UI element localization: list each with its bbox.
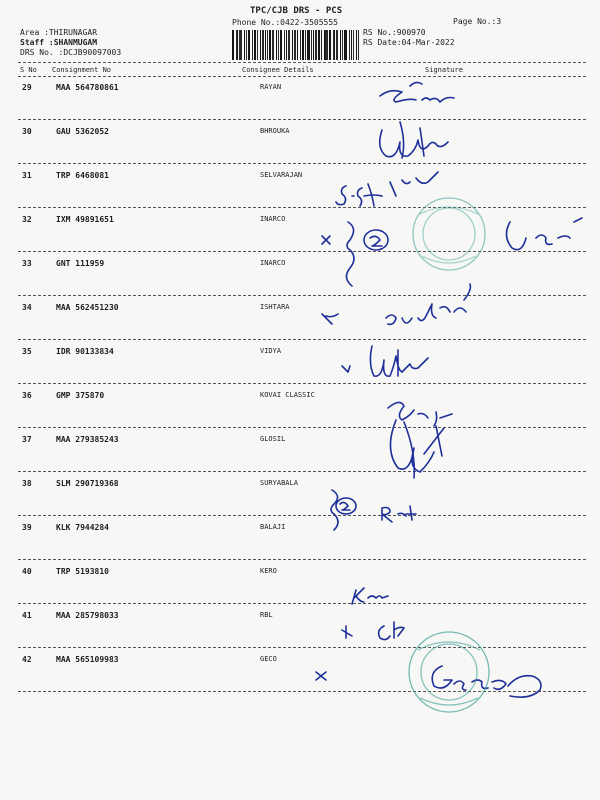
- row-sno: 42: [22, 655, 32, 664]
- row-consignment-number: GMP 375870: [56, 391, 105, 400]
- area-label: Area :THIRUNAGAR: [20, 28, 98, 37]
- row-consignment-number: SLM 290719368: [56, 479, 119, 488]
- row-consignee: SELVARAJAN: [260, 171, 303, 179]
- table-row: [0, 479, 600, 499]
- row-sno: 34: [22, 303, 32, 312]
- drs-number: DRS No. :DCJB90097003: [20, 48, 122, 57]
- table-row: [0, 259, 600, 279]
- handwritten-signature-icon: [322, 236, 330, 244]
- row-consignee: INARCO: [260, 259, 286, 267]
- row-sno: 31: [22, 171, 32, 180]
- row-consignee: KOVAI CLASSIC: [260, 391, 315, 399]
- row-consignment-number: MAA 562451230: [56, 303, 119, 312]
- handwritten-signature-icon: [382, 506, 416, 522]
- row-consignment-number: GNT 111959: [56, 259, 105, 268]
- row-divider: [18, 647, 586, 648]
- column-divider: [18, 76, 586, 77]
- row-sno: 40: [22, 567, 32, 576]
- row-consignee: VIDYA: [260, 347, 282, 355]
- row-consignee: BHROUKA: [260, 127, 290, 135]
- table-row: [0, 523, 600, 543]
- row-consignee: SURYABALA: [260, 479, 298, 487]
- row-divider: [18, 691, 586, 692]
- handwritten-signature-icon: [336, 498, 356, 514]
- row-consignment-number: MAA 564780861: [56, 83, 119, 92]
- row-divider: [18, 207, 586, 208]
- row-consignment-number: IDR 90133834: [56, 347, 114, 356]
- row-sno: 38: [22, 479, 32, 488]
- row-sno: 30: [22, 127, 32, 136]
- row-consignment-number: IXM 49891651: [56, 215, 114, 224]
- table-row: [0, 347, 600, 367]
- column-sno: S No: [20, 66, 37, 74]
- row-consignment-number: MAA 565109983: [56, 655, 119, 664]
- row-divider: [18, 603, 586, 604]
- table-row: [0, 303, 600, 323]
- table-row: [0, 611, 600, 631]
- table-row: [0, 215, 600, 235]
- row-sno: 29: [22, 83, 32, 92]
- phone-number: Phone No.:0422-3505555: [232, 18, 338, 27]
- row-consignment-number: GAU 5362052: [56, 127, 109, 136]
- table-row: [0, 567, 600, 587]
- rs-number: RS No.:900970: [363, 28, 426, 37]
- row-consignment-number: TRP 5193810: [56, 567, 109, 576]
- row-consignee: RBL: [260, 611, 273, 619]
- column-consignment: Consignment No: [52, 66, 112, 74]
- page-number: Page No.:3: [453, 17, 502, 26]
- row-divider: [18, 119, 586, 120]
- row-sno: 41: [22, 611, 32, 620]
- barcode-icon: [232, 30, 360, 60]
- table-row: [0, 435, 600, 455]
- row-sno: 39: [22, 523, 32, 532]
- row-divider: [18, 295, 586, 296]
- row-divider: [18, 339, 586, 340]
- column-consignee: Consignee Details: [242, 66, 314, 74]
- row-consignment-number: MAA 285798033: [56, 611, 119, 620]
- row-sno: 32: [22, 215, 32, 224]
- row-consignee: ISHTARA: [260, 303, 290, 311]
- row-divider: [18, 251, 586, 252]
- row-consignee: GECO: [260, 655, 277, 663]
- table-row: [0, 127, 600, 147]
- row-sno: 33: [22, 259, 32, 268]
- handwritten-signature-icon: [352, 588, 388, 604]
- row-consignee: KERO: [260, 567, 277, 575]
- row-consignee: INARCO: [260, 215, 286, 223]
- sheet-title: TPC/CJB DRS - PCS: [250, 6, 343, 16]
- column-signature: Signature: [425, 66, 463, 74]
- row-consignee: BALAJI: [260, 523, 286, 531]
- row-consignee: GLOSIL: [260, 435, 286, 443]
- row-consignment-number: TRP 6468081: [56, 171, 109, 180]
- table-row: [0, 655, 600, 675]
- row-consignment-number: MAA 279385243: [56, 435, 119, 444]
- header-divider: [18, 62, 586, 63]
- table-row: [0, 171, 600, 191]
- row-divider: [18, 471, 586, 472]
- table-row: [0, 83, 600, 103]
- row-divider: [18, 383, 586, 384]
- row-sno: 36: [22, 391, 32, 400]
- row-consignment-number: KLK 7944284: [56, 523, 109, 532]
- row-divider: [18, 515, 586, 516]
- row-consignee: RAYAN: [260, 83, 282, 91]
- row-divider: [18, 427, 586, 428]
- table-row: [0, 391, 600, 411]
- row-divider: [18, 163, 586, 164]
- row-sno: 35: [22, 347, 32, 356]
- staff-label: Staff :SHANMUGAM: [20, 38, 98, 47]
- row-divider: [18, 559, 586, 560]
- rs-date: RS Date:04-Mar-2022: [363, 38, 455, 47]
- row-sno: 37: [22, 435, 32, 444]
